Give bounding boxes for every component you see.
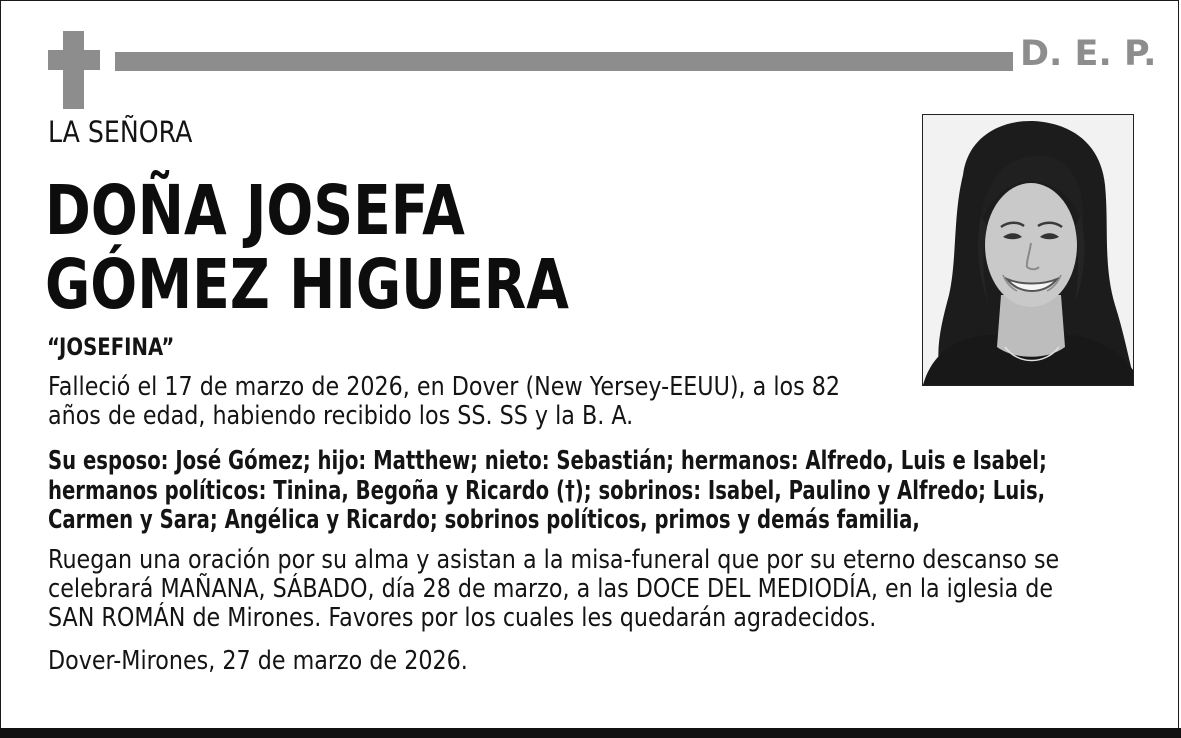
family-line: hermanos políticos: Tinina, Begoña y Ricardo (†); sobrinos: Isabel, Paulino y Alfredo; Luis,	[48, 475, 1046, 506]
place-date: Dover-Mirones, 27 de marzo de 2026.	[48, 646, 468, 676]
funeral-line: Ruegan una oración por su alma y asistan a la misa-funeral que por su eterno descanso se	[48, 545, 1060, 575]
death-notice-paragraph	[48, 373, 840, 431]
deceased-nickname: “JOSEFINA”	[47, 333, 175, 361]
closing-paragraph	[48, 647, 468, 676]
dep-letter-d: D.	[1020, 34, 1063, 74]
dep-letter-e: E.	[1074, 34, 1112, 74]
family-line: Carmen y Sara; Angélica y Ricardo; sobrinos políticos, primos y demás familia,	[48, 505, 920, 535]
dep-letter-p: P.	[1123, 34, 1157, 74]
family-line: Su esposo: José Gómez; hijo: Matthew; nieto: Sebastián; hermanos: Alfredo, Luis e Isabel;	[48, 446, 1047, 476]
cross-horizontal-bar	[48, 50, 100, 70]
honorific: LA SEÑORA	[48, 115, 193, 149]
bottom-border-bar	[0, 728, 1181, 738]
portrait-illustration	[923, 115, 1133, 385]
deceased-portrait-photo	[922, 114, 1134, 386]
funeral-line: SAN ROMÁN de Mirones. Favores por los cuales les quedarán agradecidos.	[48, 603, 877, 633]
death-notice-line: años de edad, habiendo recibido los SS. SS y la B. A.	[48, 401, 634, 431]
cross-vertical-bar	[63, 31, 84, 109]
funeral-line: celebrará MAÑANA, SÁBADO, día 28 de marzo, a las DOCE DEL MEDIODÍA, en la iglesia de	[48, 574, 1054, 604]
dep-heading	[1020, 34, 1157, 74]
deceased-name-line2: GÓMEZ HIGUERA	[45, 245, 569, 325]
funeral-paragraph	[48, 546, 1059, 633]
family-paragraph	[48, 447, 1047, 536]
death-notice-line: Falleció el 17 de marzo de 2026, en Dover (New Yersey-EEUU), a los 82	[48, 372, 841, 402]
header-rule	[115, 52, 1013, 71]
deceased-name-line1: DOÑA JOSEFA	[45, 171, 465, 251]
